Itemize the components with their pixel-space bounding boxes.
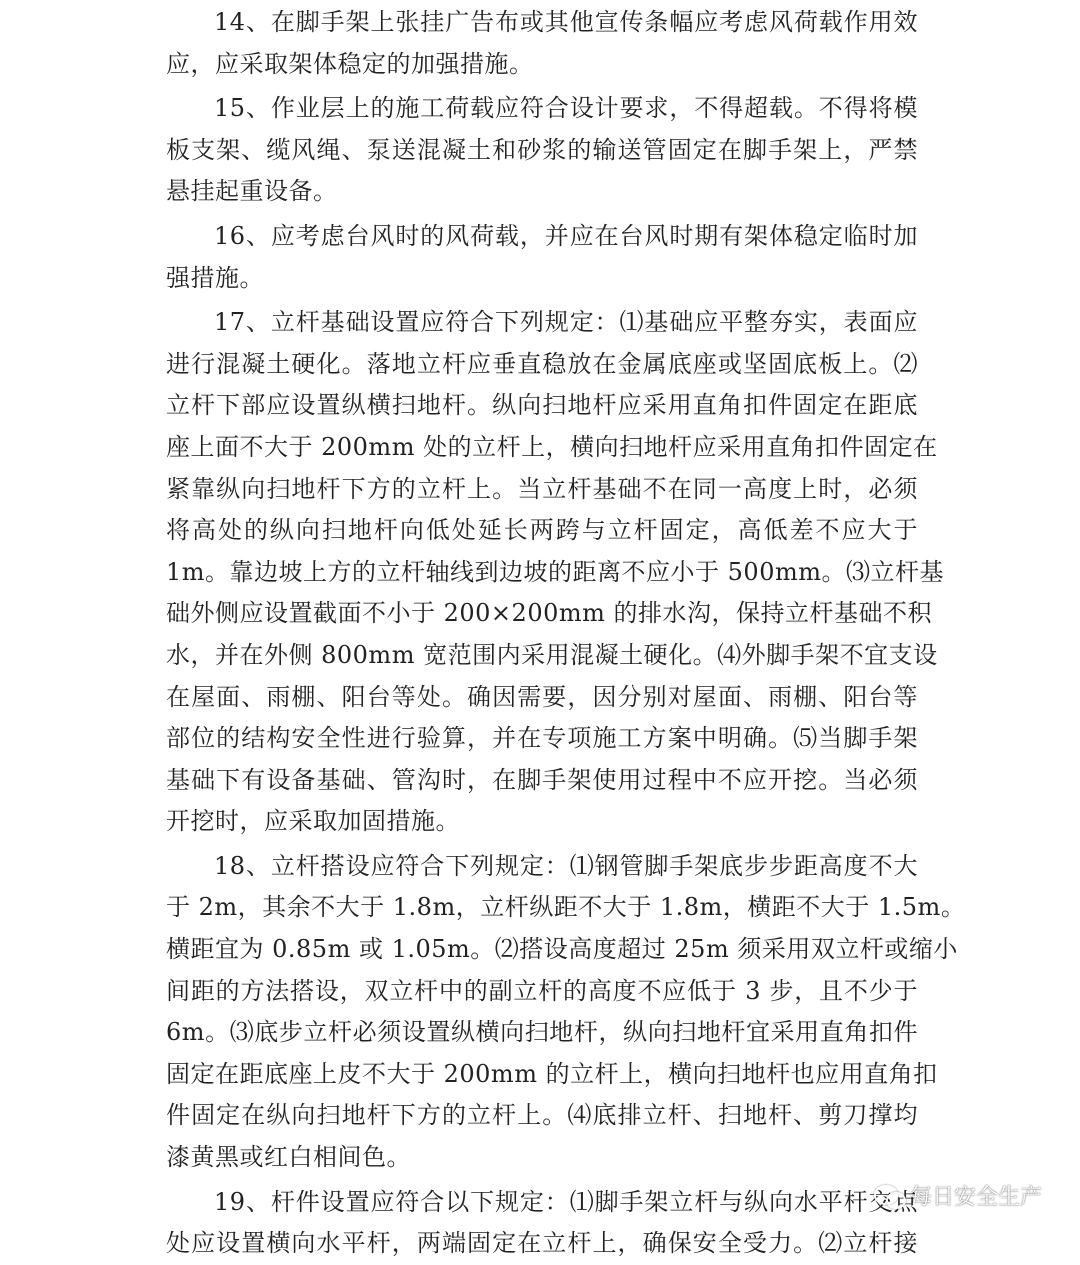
text-line: 处应设置横向水平杆，两端固定在立杆上，确保安全受力。⑵立杆接 (166, 1229, 918, 1258)
text-line: 水，并在外侧 800mm 宽范围内采用混凝土硬化。⑷外脚手架不宜支设 (166, 640, 938, 669)
paragraph (166, 88, 918, 213)
text-line: 座上面不大于 200mm 处的立杆上，横向扫地杆应采用直角扣件固定在 (166, 432, 938, 461)
text-line: 固定在距底座上皮不大于 200mm 的立杆上，横向扫地杆也应用直角扣 (166, 1059, 938, 1088)
text-line: 14、在脚手架上张挂广告布或其他宣传条幅应考虑风荷载作用效 (214, 8, 918, 36)
text-line: 将高处的纵向扫地杆向低处延长两跨与立杆固定，高低差不应大于 (166, 516, 918, 545)
watermark-text: 每日安全生产 (909, 1185, 1042, 1210)
text-line: 紧靠纵向扫地杆下方的立杆上。当立杆基础不在同一高度上时，必须 (166, 474, 918, 503)
text-line: 漆黄黑或红白相间色。 (166, 1143, 411, 1172)
text-line: 开挖时，应采取加固措施。 (166, 807, 460, 836)
text-line: 6m。⑶底步立杆必须设置纵横向扫地杆，纵向扫地杆宜采用直角扣件 (166, 1018, 918, 1047)
text-line: 应，应采取架体稳定的加强措施。 (166, 49, 534, 78)
text-line: 础外侧应设置截面不小于 200×200mm 的排水沟，保持立杆基础不积 (166, 599, 932, 628)
text-line: 部位的结构安全性进行验算，并在专项施工方案中明确。⑸当脚手架 (166, 724, 918, 753)
paragraph (166, 2, 918, 85)
text-line: 横距宜为 0.85m 或 1.05m。⑵搭设高度超过 25m 须采用双立杆或缩小 (166, 935, 958, 964)
paragraph (166, 302, 944, 843)
text-line: 17、立杆基础设置应符合下列规定：⑴基础应平整夯实，表面应 (214, 308, 918, 337)
watermark (874, 1180, 1042, 1211)
text-line: 18、立杆搭设应符合下列规定：⑴钢管脚手架底步步距高度不大 (214, 851, 918, 880)
text-line: 立杆下部应设置纵横扫地杆。纵向扫地杆应采用直角扣件固定在距底 (166, 391, 918, 420)
text-line: 间距的方法搭设，双立杆中的副立杆的高度不应低于 3 步，且不少于 (166, 976, 918, 1005)
text-line: 16、应考虑台风时的风荷载，并应在台风时期有架体稳定临时加 (214, 221, 918, 250)
text-line: 悬挂起重设备。 (166, 177, 338, 206)
paragraph (166, 846, 966, 1179)
text-line: 1m。靠边坡上方的立杆轴线到边坡的距离不应小于 500mm。⑶立杆基 (166, 557, 944, 586)
paragraph (166, 216, 918, 299)
text-line: 19、杆件设置应符合以下规定：⑴脚手架立杆与纵向水平杆交点 (214, 1187, 918, 1216)
paragraph (166, 1182, 918, 1265)
text-line: 于 2m，其余不大于 1.8m，立杆纵距不大于 1.8m，横距不大于 1.5m。 (166, 893, 966, 922)
text-line: 15、作业层上的施工荷载应符合设计要求，不得超载。不得将模 (214, 94, 918, 123)
text-line: 强措施。 (166, 263, 264, 292)
text-line: 进行混凝土硬化。落地立杆应垂直稳放在金属底座或坚固底板上。⑵ (166, 349, 918, 378)
text-line: 件固定在纵向扫地杆下方的立杆上。⑷底排立杆、扫地杆、剪刀撑均 (166, 1101, 918, 1130)
wechat-icon (874, 1183, 904, 1209)
text-line: 板支架、缆风绳、泵送混凝土和砂浆的输送管固定在脚手架上，严禁 (166, 135, 918, 164)
text-line: 基础下有设备基础、管沟时，在脚手架使用过程中不应开挖。当必须 (166, 765, 918, 794)
text-line: 在屋面、雨棚、阳台等处。确因需要，因分别对屋面、雨棚、阳台等 (166, 682, 918, 711)
document-page (166, 0, 966, 1265)
